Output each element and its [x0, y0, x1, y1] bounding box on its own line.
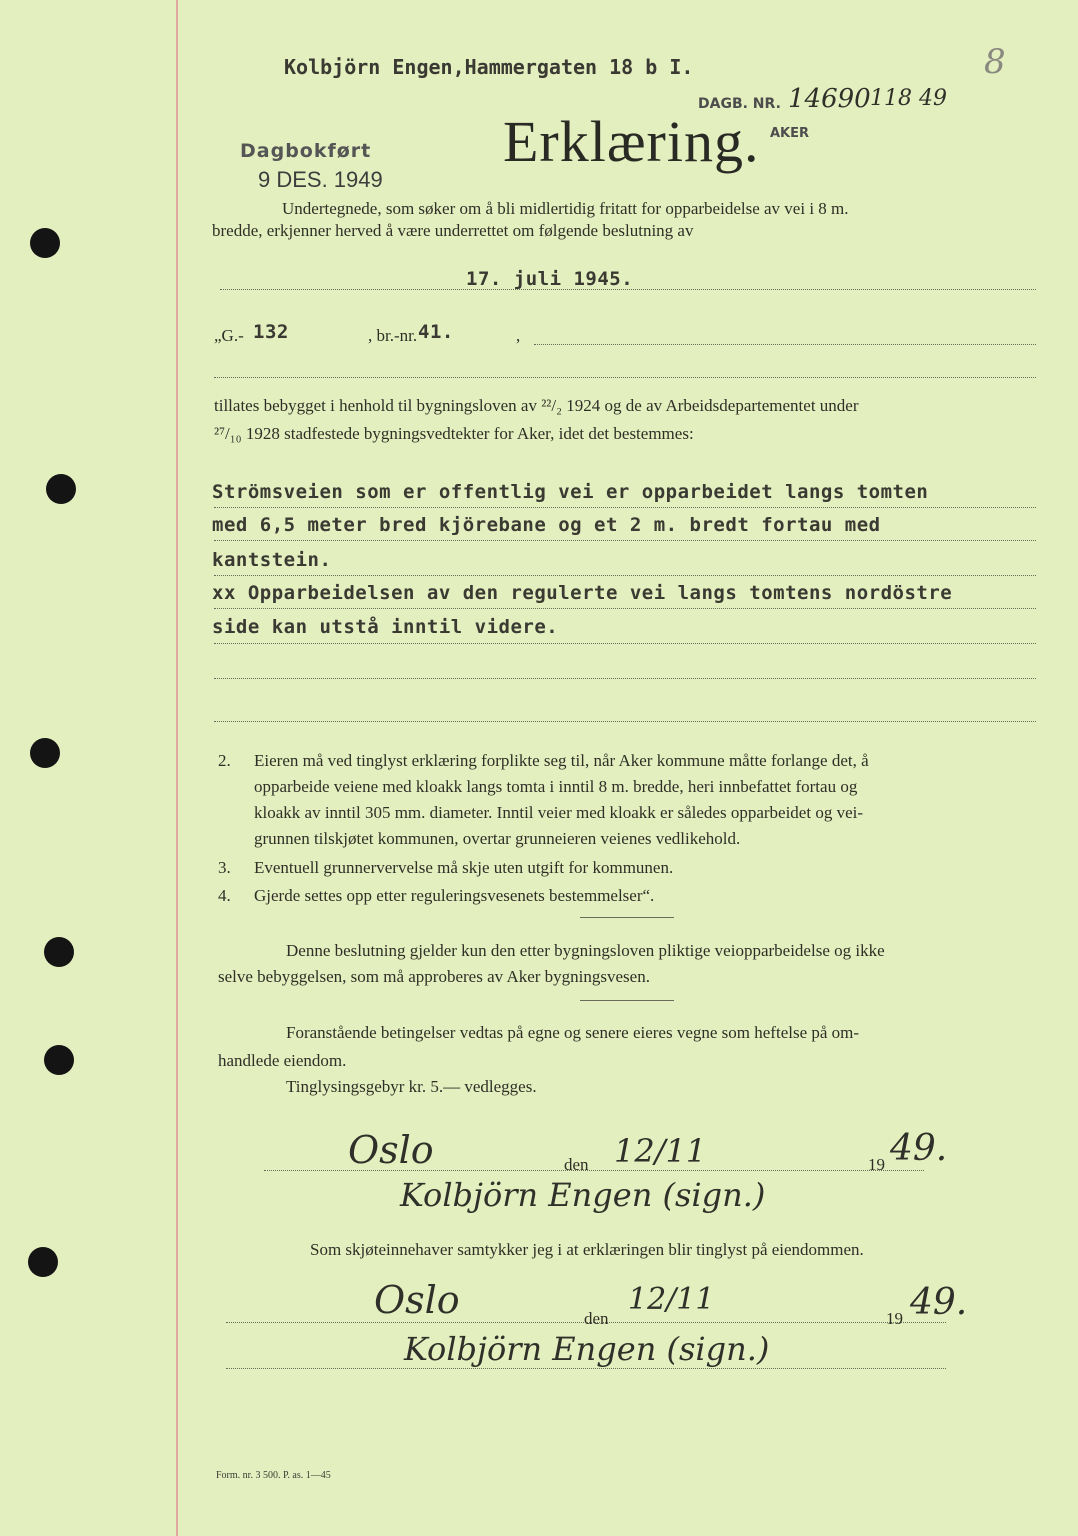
condition-number: 4. — [218, 886, 231, 905]
den-label: den — [564, 1155, 589, 1174]
date-rule — [220, 289, 1036, 290]
signature-rule — [226, 1322, 946, 1323]
signature-place: Oslo — [348, 1128, 434, 1172]
fee-line: Tinglysingsgebyr kr. 5.— vedlegges. — [286, 1077, 537, 1096]
typed-condition: Strömsveien som er offentlig vei er opparbeidet langs tomten — [212, 481, 929, 503]
scope-line-1: Denne beslutning gjelder kun den etter bygningsloven pliktige veiopparbeidelse og ikke — [286, 941, 885, 960]
scope-line-2: selve bebyggelsen, som må approberes av Aker bygningsvesen. — [218, 967, 650, 986]
stamp-date: 9 DES. 1949 — [258, 167, 383, 192]
document-title: Erklæring. — [503, 109, 760, 174]
punch-hole — [44, 1045, 74, 1075]
encumbrance-line-1: Foranstående betingelser vedtas på egne og senere eieres vegne som heftelse på om- — [286, 1023, 860, 1042]
typed-condition: kantstein. — [212, 549, 332, 571]
condition-line: Eventuell grunnervervelse må skje uten utgift for kommunen. — [254, 858, 674, 877]
margin-line — [176, 0, 178, 1536]
section-divider — [580, 1000, 674, 1001]
decision-date: 17. juli 1945. — [466, 268, 634, 290]
condition-line: kloakk av inntil 305 mm. diameter. Inntil veier med kloakk er således opparbeidet og vei- — [254, 803, 863, 822]
condition-rule — [214, 678, 1036, 679]
aker-stamp: AKER — [770, 126, 810, 141]
punch-hole — [28, 1247, 58, 1277]
condition-rule — [214, 507, 1036, 508]
condition-rule — [214, 608, 1036, 609]
intro-line-2: bredde, erkjenner herved å være underrettet om følgende beslutning av — [212, 221, 694, 240]
signature-name: Kolbjörn Engen (sign.) — [400, 1176, 766, 1214]
condition-line: opparbeide veiene med kloakk langs tomta i inntil 8 m. bredde, heri innbefattet fortau og — [254, 777, 858, 796]
dagb-number: 14690 — [788, 84, 871, 114]
permission-line-2: ²⁷/₁₀ 1928 stadfestede bygningsvedtekter for Aker, idet det bestemmes: — [214, 424, 694, 443]
signature-place: Oslo — [374, 1278, 460, 1322]
bnr-value: 41. — [418, 321, 454, 343]
form-number: Form. nr. 3 500. P. as. 1—45 — [216, 1470, 331, 1481]
gnr-value: 132 — [253, 321, 289, 343]
dagb-label: DAGB. NR. — [698, 96, 781, 112]
condition-line: grunnen tilskjøtet kommunen, overtar grunneieren veienes vedlikehold. — [254, 829, 741, 848]
typed-condition: med 6,5 meter bred kjörebane og et 2 m. bredt fortau med — [212, 514, 881, 536]
punch-hole — [46, 474, 76, 504]
signature-name: Kolbjörn Engen (sign.) — [404, 1330, 770, 1368]
encumbrance-line-2: handlede eiendom. — [218, 1051, 347, 1070]
condition-rule — [214, 540, 1036, 541]
year-prefix: 19 — [868, 1155, 885, 1174]
typed-condition: xx Opparbeidelsen av den regulerte vei langs tomtens nordöstre — [212, 582, 953, 604]
property-rule — [534, 344, 1036, 345]
intro-line-1: Undertegnede, som søker om å bli midlertidig fritatt for opparbeidelse av vei i 8 m. — [282, 199, 849, 218]
punch-hole — [30, 228, 60, 258]
condition-rule — [214, 721, 1036, 722]
year-suffix: 49. — [910, 1282, 968, 1323]
punch-hole — [44, 937, 74, 967]
condition-rule — [214, 643, 1036, 644]
den-label: den — [584, 1309, 609, 1328]
consent-line: Som skjøteinnehaver samtykker jeg i at erklæringen blir tinglyst på eiendommen. — [310, 1240, 864, 1259]
condition-line: Eieren må ved tinglyst erklæring forplikte seg til, når Aker kommune måtte forlange det, å — [254, 751, 869, 770]
section-divider — [580, 917, 674, 918]
condition-number: 2. — [218, 751, 231, 770]
year-prefix: 19 — [886, 1309, 903, 1328]
condition-number: 3. — [218, 858, 231, 877]
bnr-label: , br.-nr. — [368, 326, 418, 345]
signature-rule — [226, 1368, 946, 1369]
condition-line: Gjerde settes opp etter reguleringsvesenets bestemmelser“. — [254, 886, 655, 905]
blank-rule — [214, 377, 1036, 378]
signature-date: 12/11 — [628, 1282, 715, 1317]
signature-date: 12/11 — [614, 1132, 707, 1170]
gnr-label: „G.- — [214, 326, 244, 345]
signature-rule — [264, 1170, 924, 1171]
year-suffix: 49. — [890, 1128, 948, 1169]
punch-hole — [30, 738, 60, 768]
stamp-label: Dagbokført — [240, 140, 372, 162]
typed-condition: side kan utstå inntil videre. — [212, 616, 559, 638]
property-trailing: , — [516, 326, 521, 345]
permission-line-1: tillates bebygget i henhold til bygningsloven av ²²/₂ 1924 og de av Arbeidsdepartementet under — [214, 396, 859, 415]
condition-rule — [214, 575, 1036, 576]
sender-address: Kolbjörn Engen,Hammergaten 18 b I. — [284, 55, 694, 79]
dagb-year: 118 49 — [870, 86, 947, 111]
page-mark: 8 — [984, 42, 1006, 82]
